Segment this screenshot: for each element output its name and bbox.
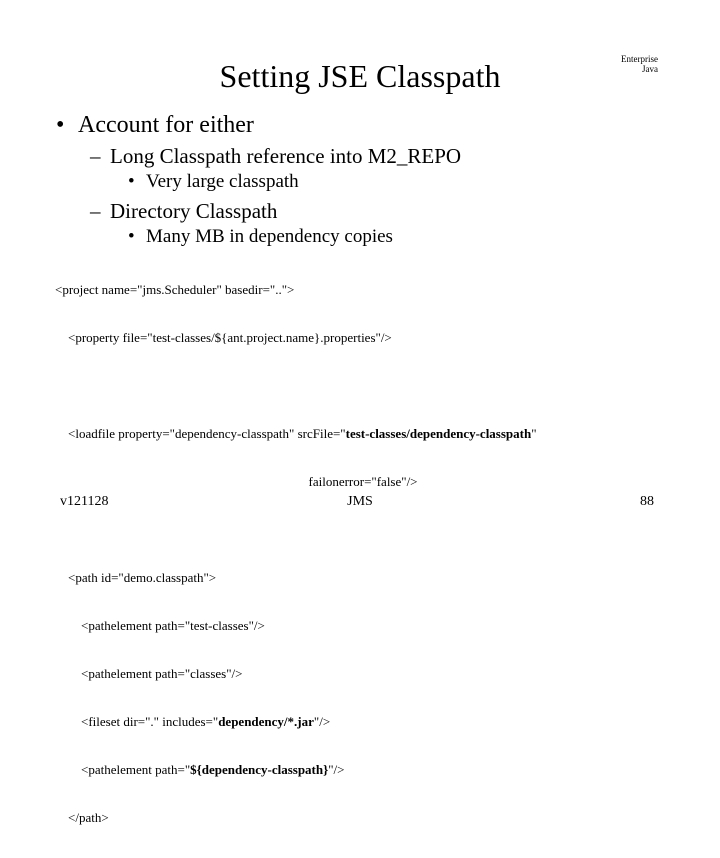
sub-sub-bullet-item (128, 170, 299, 194)
dash-marker: – (90, 144, 101, 168)
corner-tag (621, 54, 658, 74)
code-line (55, 714, 537, 730)
code-line: <path id="demo.classpath"> (55, 570, 217, 585)
code-line: <pathelement path="classes"/> (55, 666, 243, 681)
code-text: " (531, 426, 537, 441)
code-text-bold: dependency/*.jar (218, 714, 314, 729)
bullet-item (56, 111, 254, 139)
bullet-marker: • (56, 112, 65, 138)
code-text: <pathelement path=" (55, 762, 191, 777)
code-text: "/> (328, 762, 345, 777)
bullet-text: Directory Classpath (110, 199, 278, 223)
dash-marker: – (90, 199, 101, 223)
code-line: </path> (55, 810, 109, 825)
bullet-text: Long Classpath reference into M2_REPO (110, 144, 462, 168)
footer-course: JMS (347, 494, 373, 509)
footer-version: v121128 (60, 494, 109, 509)
footer-page-number: 88 (640, 494, 654, 509)
bullet-text: Account for either (78, 112, 254, 138)
code-text-bold: test-classes/dependency-classpath (345, 426, 532, 441)
sub-sub-bullet-item (128, 225, 393, 249)
code-line (55, 426, 537, 442)
code-line: failonerror="false"/> (55, 474, 418, 489)
code-line: <project name="jms.Scheduler" basedir=".."> (55, 282, 295, 297)
code-text-bold: ${dependency-classpath} (190, 762, 329, 777)
code-text: <loadfile property="dependency-classpath" srcFile=" (55, 426, 346, 441)
code-line (55, 762, 537, 778)
corner-tag-line1: Enterprise (621, 54, 658, 64)
code-text: "/> (313, 714, 331, 729)
bullet-text: Many MB in dependency copies (146, 226, 393, 247)
bullet-text: Very large classpath (146, 171, 299, 192)
slide-title: Setting JSE Classpath (219, 58, 501, 94)
code-line: <property file="test-classes/${ant.project.name}.properties"/> (55, 330, 392, 345)
code-line: <pathelement path="test-classes"/> (55, 618, 265, 633)
bullet-marker: • (128, 171, 135, 192)
code-text: <fileset dir="." includes=" (55, 714, 219, 729)
sub-bullet-item (90, 198, 277, 224)
code-line (55, 522, 537, 538)
corner-tag-line2: Java (642, 64, 658, 74)
code-block (55, 250, 537, 858)
bullet-marker: • (128, 226, 135, 247)
sub-bullet-item (90, 143, 461, 169)
code-line (55, 378, 537, 394)
